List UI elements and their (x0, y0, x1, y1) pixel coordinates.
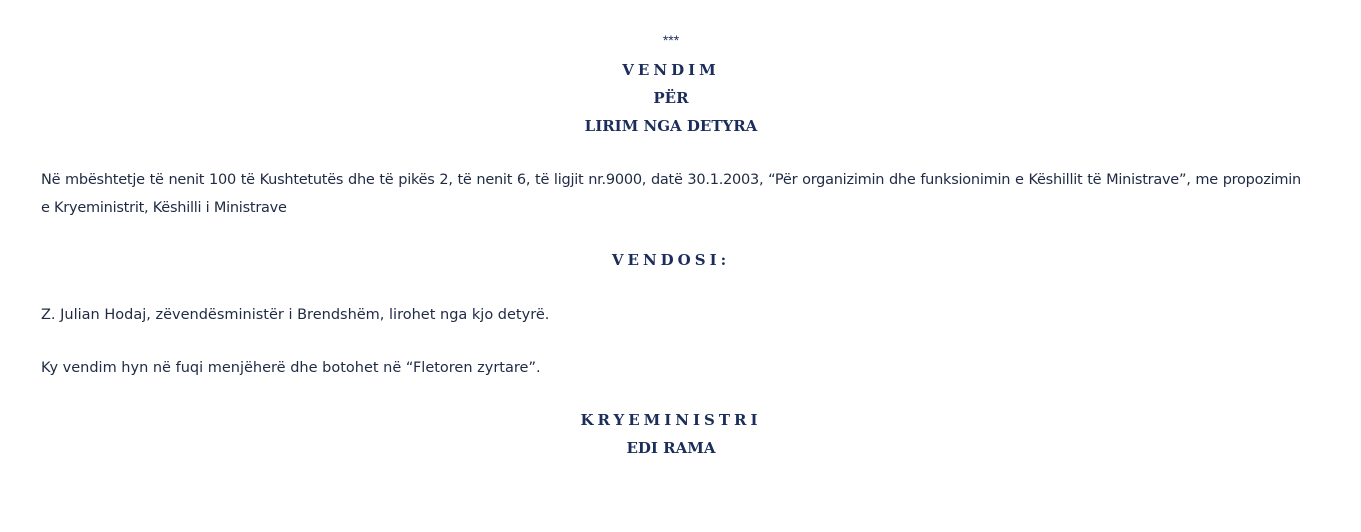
document-subject: LIRIM NGA DETYRA (584, 117, 758, 135)
decision-point-2: Ky vendim hyn në fuqi menjëherë dhe botohet në “Fletoren zyrtare”. (41, 360, 541, 376)
signature-role: KRYEMINISTRI (580, 411, 762, 429)
document-subtitle: PËR (653, 89, 689, 107)
separator-stars: *** (662, 32, 680, 48)
decision-point-1: Z. Julian Hodaj, zëvendësministër i Brendshëm, lirohet nga kjo detyrë. (41, 307, 550, 323)
document-title: VENDIM (622, 61, 720, 79)
decision-heading: VENDOSI: (611, 251, 731, 269)
preamble-paragraph: Në mbështetje të nenit 100 të Kushtetutës dhe të pikës 2, të nenit 6, të ligjit nr.9000, datë 30.1.2003, “Për organizimin dhe funksionimin e Këshillit të Ministrave”, me propozimin e Kryeministrit, Këshilli i Ministrave (41, 172, 1301, 216)
signature-name: EDI RAMA (626, 439, 716, 457)
